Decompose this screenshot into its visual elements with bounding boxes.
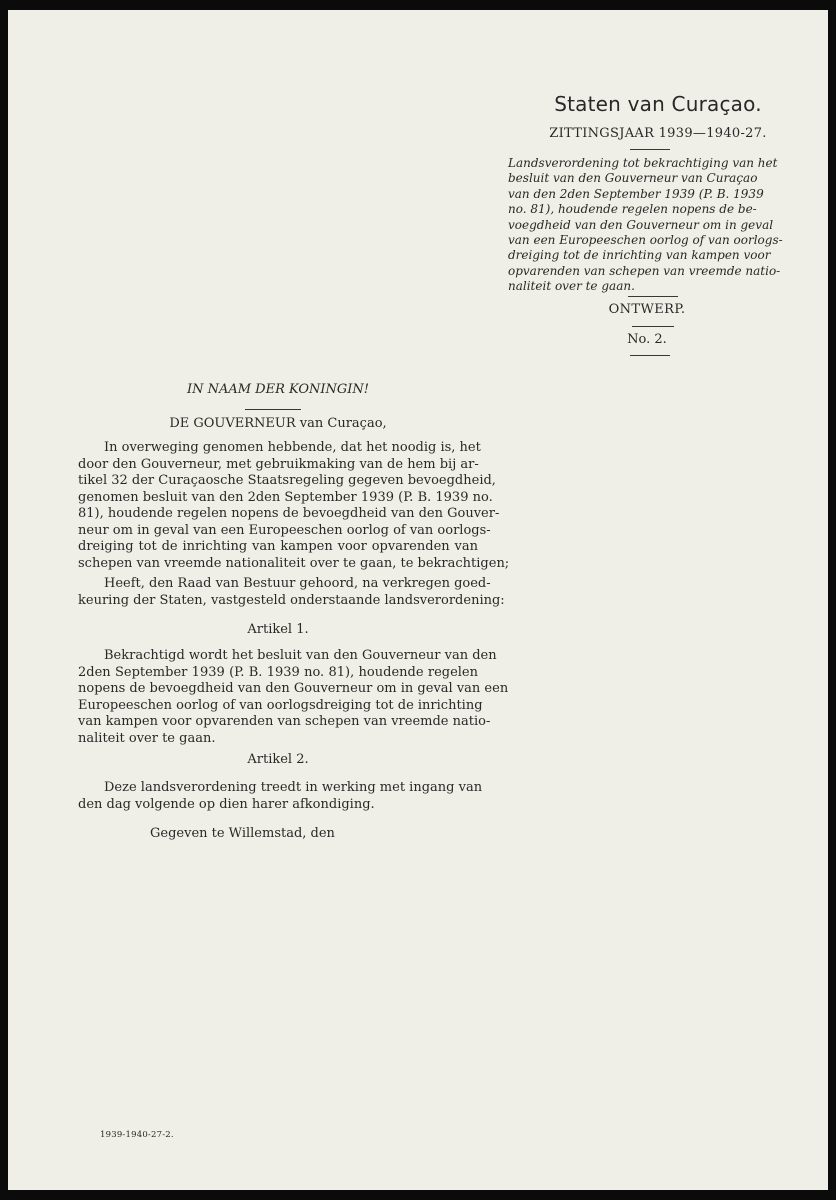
article-1-heading: Artikel 1. bbox=[247, 622, 309, 637]
divider bbox=[632, 326, 674, 327]
text-line: schepen van vreemde nationaliteit over te gaan, te bekrachtigen; bbox=[78, 555, 510, 571]
text-line: 2den September 1939 (P. B. 1939 no. 81), houdende regelen bbox=[78, 664, 478, 680]
subject-line: voegdheid van den Gouverneur om in geval bbox=[508, 217, 774, 232]
text-line: van kampen voor opvarenden van schepen van vreemde natio- bbox=[78, 714, 491, 729]
text-line: naliteit over te gaan. bbox=[78, 730, 216, 746]
text-line: nopens de bevoegdheid van den Gouverneur om in geval van een bbox=[78, 681, 509, 696]
subject-line: van den 2den September 1939 (P. B. 1939 bbox=[508, 186, 764, 201]
subject-line: besluit van den Gouverneur van Curaçao bbox=[508, 171, 758, 186]
invocation: IN NAAM DER KONINGIN! bbox=[186, 382, 370, 397]
text-line: keuring der Staten, vastgesteld onderstaande landsverordening: bbox=[78, 592, 505, 608]
draft-number: No. 2. bbox=[627, 332, 667, 347]
text-line: den dag volgende op dien harer afkondiging. bbox=[78, 796, 375, 812]
subject-line: opvarenden van schepen van vreemde natio- bbox=[508, 263, 781, 278]
text-line: Heeft, den Raad van Bestuur gehoord, na verkregen goed- bbox=[104, 576, 491, 591]
text-line: door den Gouverneur, met gebruikmaking van de hem bij ar- bbox=[78, 456, 479, 472]
document-title: Staten van Curaçao. bbox=[554, 92, 762, 116]
article-2-text bbox=[78, 780, 483, 813]
text-line: neur om in geval van een Europeeschen oorlog of van oorlogs- bbox=[78, 522, 491, 538]
text-line: tikel 32 der Curaçaosche Staatsregeling gegeven bevoegdheid, bbox=[78, 473, 496, 488]
subject-line: dreiging tot de inrichting van kampen voor bbox=[508, 248, 771, 263]
divider bbox=[630, 355, 670, 356]
subject-line: naliteit over te gaan. bbox=[508, 279, 635, 294]
closing-line: Gegeven te Willemstad, den bbox=[150, 826, 335, 841]
text-line: Bekrachtigd wordt het besluit van den Gouverneur van den bbox=[104, 648, 497, 663]
divider bbox=[630, 149, 670, 150]
text-line: In overweging genomen hebbende, dat het noodig is, het bbox=[104, 440, 481, 455]
text-line: Deze landsverordening treedt in werking met ingang van bbox=[104, 780, 483, 795]
document-page bbox=[8, 10, 828, 1190]
divider bbox=[245, 409, 301, 410]
text-line: 81), houdende regelen nopens de bevoegdheid van den Gouver- bbox=[78, 506, 500, 521]
article-1-text bbox=[78, 648, 509, 747]
text-line: dreiging tot de inrichting van kampen voor opvarenden van bbox=[78, 539, 478, 554]
divider bbox=[628, 296, 678, 297]
subject-line: Landsverordening tot bekrachtiging van het bbox=[508, 156, 778, 170]
subject-line: no. 81), houdende regelen nopens de be- bbox=[508, 202, 757, 217]
text-line: genomen besluit van den 2den September 1939 (P. B. 1939 no. bbox=[78, 489, 493, 505]
session-year: ZITTINGSJAAR 1939—1940-27. bbox=[549, 126, 767, 141]
bill-subject bbox=[508, 156, 790, 295]
governor-line: DE GOUVERNEUR van Curaçao, bbox=[169, 416, 387, 431]
draft-label: ONTWERP. bbox=[608, 302, 686, 317]
text-line: Europeeschen oorlog of van oorlogsdreiging tot de inrichting bbox=[78, 697, 483, 713]
subject-line: van een Europeeschen oorlog of van oorlogs- bbox=[508, 233, 783, 248]
enactment-paragraph bbox=[78, 576, 505, 609]
considerations-paragraph bbox=[78, 440, 510, 572]
article-2-heading: Artikel 2. bbox=[247, 752, 309, 767]
document-code: 1939-1940-27-2. bbox=[100, 1130, 174, 1140]
